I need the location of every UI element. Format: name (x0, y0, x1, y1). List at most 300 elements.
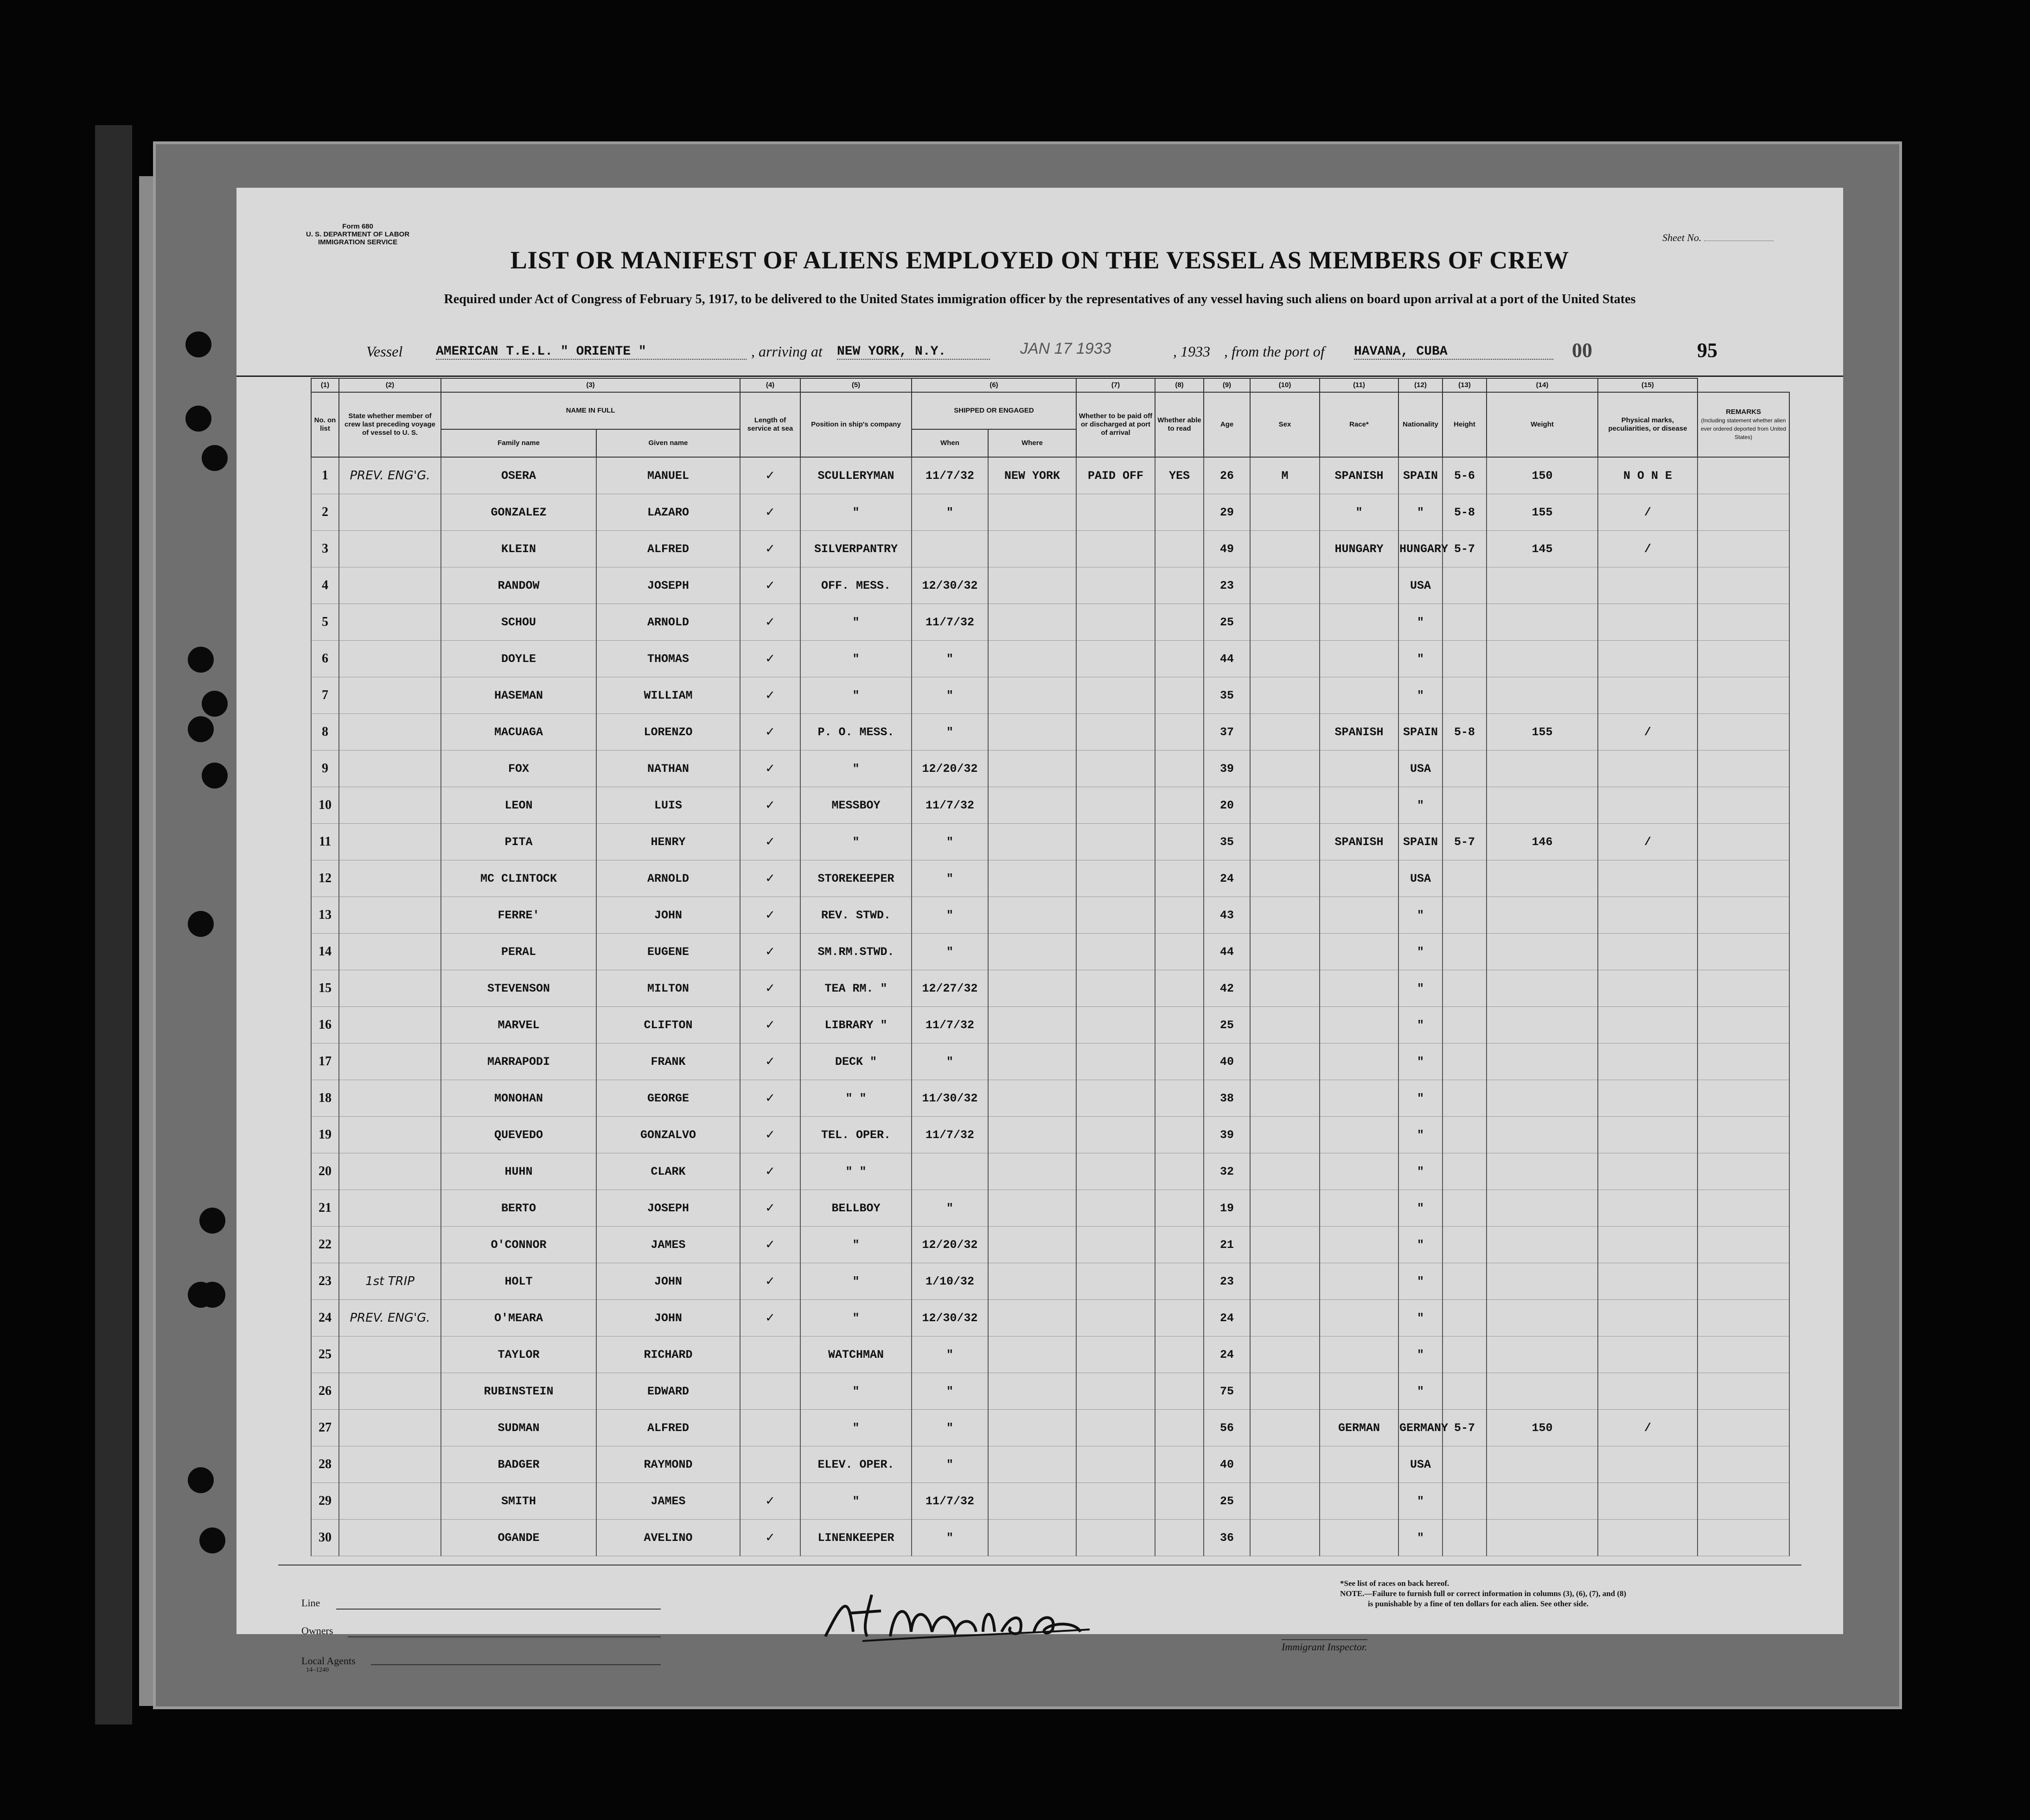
shipped-where-cell (988, 787, 1076, 824)
col-num-7: (7) (1076, 378, 1155, 392)
form-number (306, 223, 409, 246)
physical-marks-cell (1598, 970, 1698, 1007)
nationality-cell: " (1398, 1263, 1443, 1300)
able-to-read-cell: YES (1155, 457, 1204, 494)
agents-field (371, 1664, 661, 1665)
shipped-when-cell: " (912, 1373, 988, 1410)
shipped-where-cell (988, 897, 1076, 934)
header-age: Age (1204, 392, 1250, 457)
weight-cell (1487, 641, 1598, 677)
age-cell: 42 (1204, 970, 1250, 1007)
length-of-service-cell: ✓ (740, 1153, 800, 1190)
sex-cell (1250, 1336, 1320, 1373)
sex-cell (1250, 1190, 1320, 1227)
shipped-where-cell (988, 677, 1076, 714)
inspector-label: Immigrant Inspector. (1282, 1639, 1367, 1653)
state-note-cell (339, 897, 441, 934)
signature-scribble (816, 1585, 1141, 1650)
race-cell (1320, 751, 1398, 787)
state-note-cell (339, 604, 441, 641)
height-cell (1443, 1153, 1487, 1190)
height-cell (1443, 1263, 1487, 1300)
paid-off-cell (1076, 787, 1155, 824)
row-number-cell: 16 (311, 1007, 339, 1044)
binder-hole (202, 691, 228, 717)
shipped-when-cell: " (912, 1044, 988, 1080)
remarks-cell (1698, 1300, 1789, 1336)
remarks-cell (1698, 824, 1789, 860)
physical-marks-cell (1598, 1190, 1698, 1227)
table-row (311, 714, 1789, 751)
shipped-where-cell (988, 1227, 1076, 1263)
arriving-label: , arriving at (751, 343, 823, 360)
state-note-cell (339, 970, 441, 1007)
position-cell: REV. STWD. (800, 897, 912, 934)
line-field (336, 1609, 661, 1610)
position-cell: " (800, 824, 912, 860)
age-cell: 37 (1204, 714, 1250, 751)
family-name-cell: SMITH (441, 1483, 596, 1520)
age-cell: 25 (1204, 604, 1250, 641)
race-cell (1320, 641, 1398, 677)
remarks-cell (1698, 1117, 1789, 1153)
physical-marks-cell: / (1598, 824, 1698, 860)
col-num-10: (10) (1250, 378, 1320, 392)
position-cell: " (800, 641, 912, 677)
length-of-service-cell: ✓ (740, 604, 800, 641)
table-row (311, 604, 1789, 641)
shipped-when-cell: 11/7/32 (912, 1483, 988, 1520)
age-cell: 24 (1204, 1336, 1250, 1373)
shipped-when-cell: " (912, 860, 988, 897)
family-name-cell: O'CONNOR (441, 1227, 596, 1263)
length-of-service-cell (740, 1373, 800, 1410)
weight-cell: 155 (1487, 714, 1598, 751)
remarks-cell (1698, 531, 1789, 567)
shipped-where-cell (988, 1300, 1076, 1336)
remarks-cell (1698, 1190, 1789, 1227)
column-number-row (311, 378, 1789, 392)
nationality-cell: SPAIN (1398, 824, 1443, 860)
height-cell: 5-6 (1443, 457, 1487, 494)
sex-cell (1250, 1520, 1320, 1556)
state-note-cell (339, 1190, 441, 1227)
header-nationality: Nationality (1398, 392, 1443, 457)
given-name-cell: JOHN (596, 1263, 740, 1300)
sheet-number-label (1662, 232, 1774, 244)
able-to-read-cell (1155, 1007, 1204, 1044)
paid-off-cell (1076, 1117, 1155, 1153)
shipped-where-cell (988, 1080, 1076, 1117)
paid-off-cell (1076, 751, 1155, 787)
paid-off-cell (1076, 970, 1155, 1007)
shipped-where-cell (988, 604, 1076, 641)
table-row (311, 1080, 1789, 1117)
nationality-cell: " (1398, 494, 1443, 531)
weight-cell (1487, 1227, 1598, 1263)
position-cell: " (800, 494, 912, 531)
race-cell (1320, 567, 1398, 604)
nationality-cell: " (1398, 1373, 1443, 1410)
crew-manifest-table (311, 378, 1790, 1556)
nationality-cell: " (1398, 970, 1443, 1007)
state-note-cell (339, 1336, 441, 1373)
race-cell (1320, 970, 1398, 1007)
remarks-cell (1698, 1153, 1789, 1190)
state-note-cell (339, 1446, 441, 1483)
manifest-page (236, 188, 1843, 1674)
family-name-cell: STEVENSON (441, 970, 596, 1007)
remarks-cell (1698, 641, 1789, 677)
weight-cell (1487, 1153, 1598, 1190)
physical-marks-cell (1598, 860, 1698, 897)
form-line-1: Form 680 (342, 223, 373, 230)
shipped-when-cell: 11/7/32 (912, 787, 988, 824)
header-state: State whether member of crew last preceding voyage of vessel to U. S. (339, 392, 441, 457)
length-of-service-cell: ✓ (740, 1190, 800, 1227)
nationality-cell: " (1398, 1336, 1443, 1373)
sex-cell (1250, 1227, 1320, 1263)
weight-cell: 150 (1487, 1410, 1598, 1446)
shipped-where-cell (988, 531, 1076, 567)
position-cell: " (800, 1410, 912, 1446)
state-note-cell (339, 494, 441, 531)
film-edge-strip (95, 125, 132, 1725)
sex-cell (1250, 1044, 1320, 1080)
remarks-cell (1698, 970, 1789, 1007)
shipped-when-cell: 11/7/32 (912, 604, 988, 641)
race-cell (1320, 1520, 1398, 1556)
able-to-read-cell (1155, 860, 1204, 897)
race-cell (1320, 1227, 1398, 1263)
shipped-when-cell: 12/27/32 (912, 970, 988, 1007)
col-num-9: (9) (1204, 378, 1250, 392)
physical-marks-cell (1598, 1446, 1698, 1483)
sex-cell (1250, 751, 1320, 787)
able-to-read-cell (1155, 1190, 1204, 1227)
weight-cell (1487, 1483, 1598, 1520)
position-cell: P. O. MESS. (800, 714, 912, 751)
paid-off-cell (1076, 1227, 1155, 1263)
sex-cell (1250, 897, 1320, 934)
header-where: Where (988, 429, 1076, 457)
header-given: Given name (596, 429, 740, 457)
physical-marks-cell (1598, 787, 1698, 824)
col-num-3: (3) (441, 378, 740, 392)
nationality-cell: " (1398, 934, 1443, 970)
weight-cell (1487, 1520, 1598, 1556)
paid-off-cell (1076, 824, 1155, 860)
paid-off-cell (1076, 641, 1155, 677)
given-name-cell: JOSEPH (596, 567, 740, 604)
length-of-service-cell: ✓ (740, 1263, 800, 1300)
weight-cell (1487, 1117, 1598, 1153)
row-number-cell: 27 (311, 1410, 339, 1446)
family-name-cell: MARVEL (441, 1007, 596, 1044)
sex-cell (1250, 1263, 1320, 1300)
position-cell: LINENKEEPER (800, 1520, 912, 1556)
remarks-cell (1698, 1446, 1789, 1483)
paid-off-cell (1076, 567, 1155, 604)
given-name-cell: ARNOLD (596, 604, 740, 641)
family-name-cell: SUDMAN (441, 1410, 596, 1446)
weight-cell (1487, 1044, 1598, 1080)
age-cell: 43 (1204, 897, 1250, 934)
family-name-cell: HASEMAN (441, 677, 596, 714)
race-cell: HUNGARY (1320, 531, 1398, 567)
length-of-service-cell: ✓ (740, 531, 800, 567)
family-name-cell: HOLT (441, 1263, 596, 1300)
state-note-cell: 1st TRIP (339, 1263, 441, 1300)
height-cell: 5-8 (1443, 714, 1487, 751)
height-cell (1443, 1446, 1487, 1483)
age-cell: 32 (1204, 1153, 1250, 1190)
given-name-cell: LORENZO (596, 714, 740, 751)
row-number-cell: 2 (311, 494, 339, 531)
length-of-service-cell: ✓ (740, 1117, 800, 1153)
family-name-cell: FERRE' (441, 897, 596, 934)
length-of-service-cell: ✓ (740, 934, 800, 970)
table-row (311, 1190, 1789, 1227)
given-name-cell: MILTON (596, 970, 740, 1007)
age-cell: 36 (1204, 1520, 1250, 1556)
col-num-14: (14) (1487, 378, 1598, 392)
age-cell: 38 (1204, 1080, 1250, 1117)
sex-cell (1250, 531, 1320, 567)
arriving-port: NEW YORK, N.Y. (837, 344, 990, 360)
height-cell (1443, 1300, 1487, 1336)
age-cell: 19 (1204, 1190, 1250, 1227)
state-note-cell (339, 1520, 441, 1556)
state-note-cell (339, 531, 441, 567)
length-of-service-cell: ✓ (740, 641, 800, 677)
position-cell: DECK " (800, 1044, 912, 1080)
state-note-cell (339, 641, 441, 677)
remarks-cell (1698, 1044, 1789, 1080)
height-cell (1443, 934, 1487, 970)
remarks-cell (1698, 1263, 1789, 1300)
shipped-where-cell (988, 641, 1076, 677)
nationality-cell: USA (1398, 1446, 1443, 1483)
paid-off-cell (1076, 1483, 1155, 1520)
able-to-read-cell (1155, 1373, 1204, 1410)
length-of-service-cell: ✓ (740, 824, 800, 860)
given-name-cell: JOSEPH (596, 1190, 740, 1227)
shipped-when-cell: " (912, 714, 988, 751)
state-note-cell (339, 1153, 441, 1190)
sheet-label-text: Sheet No. (1662, 232, 1702, 243)
position-cell: " (800, 1483, 912, 1520)
paid-off-cell (1076, 860, 1155, 897)
height-cell (1443, 970, 1487, 1007)
shipped-where-cell (988, 934, 1076, 970)
table-row (311, 677, 1789, 714)
paid-off-cell (1076, 1007, 1155, 1044)
year: , 1933 (1173, 343, 1210, 360)
physical-marks-cell: N O N E (1598, 457, 1698, 494)
able-to-read-cell (1155, 751, 1204, 787)
paid-off-cell (1076, 1300, 1155, 1336)
weight-cell: 150 (1487, 457, 1598, 494)
height-cell (1443, 604, 1487, 641)
race-cell (1320, 897, 1398, 934)
agents-code: 14–1240 (306, 1667, 329, 1674)
shipped-where-cell (988, 1153, 1076, 1190)
family-name-cell: MC CLINTOCK (441, 860, 596, 897)
header-name: NAME IN FULL (441, 392, 740, 429)
remarks-cell (1698, 677, 1789, 714)
remarks-cell (1698, 494, 1789, 531)
nationality-cell: " (1398, 677, 1443, 714)
family-name-cell: GONZALEZ (441, 494, 596, 531)
height-cell (1443, 1117, 1487, 1153)
physical-marks-cell: / (1598, 1410, 1698, 1446)
age-cell: 20 (1204, 787, 1250, 824)
length-of-service-cell: ✓ (740, 1227, 800, 1263)
position-cell: " (800, 1373, 912, 1410)
shipped-where-cell (988, 1446, 1076, 1483)
family-name-cell: MACUAGA (441, 714, 596, 751)
able-to-read-cell (1155, 1336, 1204, 1373)
age-cell: 26 (1204, 457, 1250, 494)
nationality-cell: " (1398, 1044, 1443, 1080)
remarks-cell (1698, 1373, 1789, 1410)
binder-hole (199, 1282, 225, 1308)
nationality-cell: " (1398, 897, 1443, 934)
physical-marks-cell (1598, 1007, 1698, 1044)
shipped-when-cell: " (912, 934, 988, 970)
physical-marks-cell (1598, 1300, 1698, 1336)
position-cell: LIBRARY " (800, 1007, 912, 1044)
age-cell: 24 (1204, 860, 1250, 897)
table-row (311, 1300, 1789, 1336)
age-cell: 40 (1204, 1044, 1250, 1080)
length-of-service-cell: ✓ (740, 494, 800, 531)
family-name-cell: MONOHAN (441, 1080, 596, 1117)
family-name-cell: OSERA (441, 457, 596, 494)
given-name-cell: CLIFTON (596, 1007, 740, 1044)
paid-off-cell (1076, 1190, 1155, 1227)
age-cell: 35 (1204, 824, 1250, 860)
weight-cell: 146 (1487, 824, 1598, 860)
shipped-where-cell (988, 1373, 1076, 1410)
position-cell: WATCHMAN (800, 1336, 912, 1373)
binder-hole (199, 1527, 225, 1553)
length-of-service-cell (740, 1446, 800, 1483)
nationality-cell: GERMANY (1398, 1410, 1443, 1446)
race-cell (1320, 1117, 1398, 1153)
given-name-cell: ARNOLD (596, 860, 740, 897)
position-cell: " " (800, 1153, 912, 1190)
length-of-service-cell: ✓ (740, 1520, 800, 1556)
shipped-when-cell: " (912, 897, 988, 934)
binder-hole (199, 1208, 225, 1234)
binder-hole (188, 911, 214, 937)
shipped-when-cell: 1/10/32 (912, 1263, 988, 1300)
row-number-cell: 18 (311, 1080, 339, 1117)
height-cell (1443, 1336, 1487, 1373)
physical-marks-cell (1598, 1483, 1698, 1520)
family-name-cell: DOYLE (441, 641, 596, 677)
age-cell: 44 (1204, 641, 1250, 677)
sex-cell (1250, 1373, 1320, 1410)
shipped-where-cell (988, 494, 1076, 531)
state-note-cell (339, 714, 441, 751)
position-cell: MESSBOY (800, 787, 912, 824)
race-cell (1320, 1373, 1398, 1410)
family-name-cell: KLEIN (441, 531, 596, 567)
paid-off-cell (1076, 1410, 1155, 1446)
height-cell (1443, 677, 1487, 714)
nationality-cell: HUNGARY (1398, 531, 1443, 567)
paid-off-cell (1076, 1336, 1155, 1373)
shipped-where-cell (988, 1483, 1076, 1520)
date-stamp: JAN 17 1933 (1020, 340, 1111, 357)
row-number-cell: 13 (311, 897, 339, 934)
shipped-where-cell (988, 714, 1076, 751)
length-of-service-cell: ✓ (740, 567, 800, 604)
state-note-cell (339, 1483, 441, 1520)
able-to-read-cell (1155, 494, 1204, 531)
table-row (311, 934, 1789, 970)
header-sex: Sex (1250, 392, 1320, 457)
shipped-when-cell: 12/30/32 (912, 1300, 988, 1336)
vessel-name: AMERICAN T.E.L. " ORIENTE " (436, 344, 747, 360)
height-cell (1443, 751, 1487, 787)
height-cell (1443, 1483, 1487, 1520)
nationality-cell: " (1398, 1190, 1443, 1227)
physical-marks-cell (1598, 1117, 1698, 1153)
given-name-cell: JOHN (596, 1300, 740, 1336)
race-cell: SPANISH (1320, 714, 1398, 751)
binder-hole (185, 331, 211, 357)
table-row (311, 1227, 1789, 1263)
shipped-where-cell (988, 1007, 1076, 1044)
nationality-cell: " (1398, 1227, 1443, 1263)
able-to-read-cell (1155, 1080, 1204, 1117)
length-of-service-cell: ✓ (740, 1080, 800, 1117)
binder-hole (202, 763, 228, 789)
table-row (311, 1263, 1789, 1300)
col-num-13: (13) (1443, 378, 1487, 392)
shipped-when-cell: " (912, 1446, 988, 1483)
vessel-label: Vessel (366, 343, 403, 360)
header-height: Height (1443, 392, 1487, 457)
given-name-cell: EUGENE (596, 934, 740, 970)
page-number: 95 (1697, 339, 1717, 362)
state-note-cell (339, 751, 441, 787)
binder-hole (202, 445, 228, 471)
row-number-cell: 12 (311, 860, 339, 897)
sex-cell (1250, 604, 1320, 641)
height-cell (1443, 1080, 1487, 1117)
header-remarks-title: REMARKS (1726, 408, 1761, 416)
age-cell: 75 (1204, 1373, 1250, 1410)
paid-off-cell (1076, 604, 1155, 641)
height-cell (1443, 787, 1487, 824)
header-position: Position in ship's company (800, 392, 912, 457)
position-cell: TEL. OPER. (800, 1117, 912, 1153)
footer-notes (1340, 1578, 1626, 1609)
age-cell: 56 (1204, 1410, 1250, 1446)
given-name-cell: LUIS (596, 787, 740, 824)
shipped-when-cell: " (912, 494, 988, 531)
height-cell (1443, 1190, 1487, 1227)
family-name-cell: TAYLOR (441, 1336, 596, 1373)
shipped-where-cell (988, 751, 1076, 787)
remarks-cell (1698, 860, 1789, 897)
col-num-6: (6) (912, 378, 1076, 392)
